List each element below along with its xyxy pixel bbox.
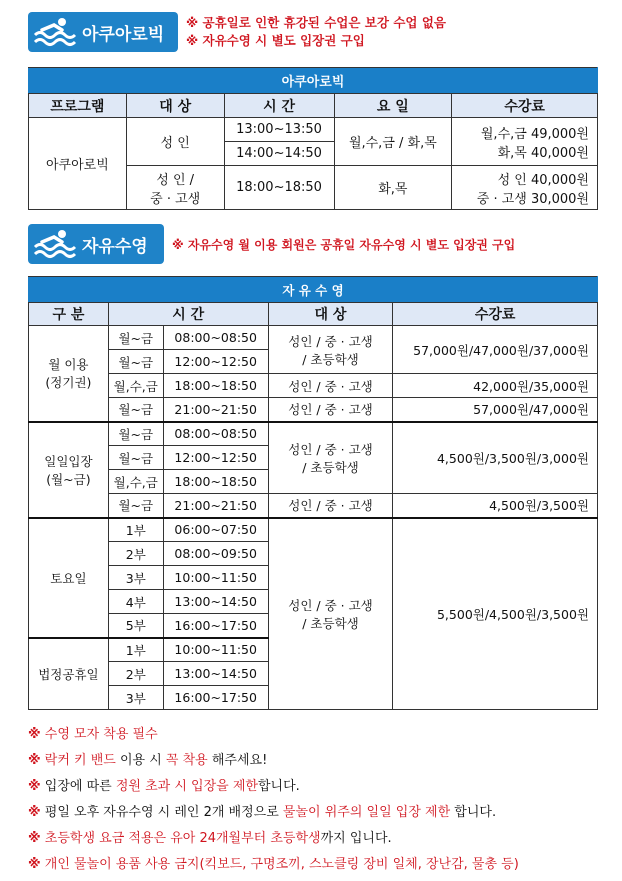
aqua-table — [28, 67, 598, 210]
free-header: 시 간 — [108, 303, 268, 326]
table-row-days: 월,수,금 — [108, 470, 163, 494]
table-row-part: 5부 — [108, 614, 163, 638]
table-row-time: 18:00~18:50 — [163, 374, 268, 398]
footer-note-5: ※ 초등학생 요금 적용은 유아 24개월부터 초등학생까지 입니다. — [28, 831, 392, 846]
table-row-time: 08:00~09:50 — [163, 542, 268, 566]
table-row-days: 월~금 — [108, 494, 163, 518]
aqua-badge-label: 아쿠아로빅 — [82, 24, 165, 45]
free-header: 대 상 — [268, 303, 393, 326]
aqua-note-1: ※ 공휴일로 인한 휴강된 수업은 보강 수업 없음 — [186, 15, 446, 30]
swimmer-icon — [28, 12, 82, 52]
table-row-time: 10:00~11:50 — [163, 566, 268, 590]
table-row-days: 월,수,금 — [108, 374, 163, 398]
free-badge — [28, 224, 164, 264]
monthly-label: 월 이용 (정기권) — [29, 326, 109, 422]
aqua-time: 18:00~18:50 — [224, 166, 334, 210]
daily-label: 일일입장 (월~금) — [29, 422, 109, 518]
aqua-target: 성 인 / 중 · 고생 — [126, 166, 224, 210]
footer-note-3: ※ 입장에 따른 정원 초과 시 입장을 제한합니다. — [28, 779, 300, 794]
aqua-fee: 성 인 40,000원 중 · 고생 30,000원 — [452, 166, 598, 210]
weekend-fee: 5,500원/4,500원/3,500원 — [393, 518, 598, 710]
table-row-time: 10:00~11:50 — [163, 638, 268, 662]
table-row-days: 월~금 — [108, 326, 163, 350]
table-row-part: 4부 — [108, 590, 163, 614]
daily-fee-a: 4,500원/3,500원/3,000원 — [393, 422, 598, 494]
swimmer-icon — [28, 224, 82, 264]
aqua-days: 월,수,금 / 화,목 — [334, 118, 452, 166]
aqua-fee: 월,수,금 49,000원 화,목 40,000원 — [452, 118, 598, 166]
table-row-time: 21:00~21:50 — [163, 494, 268, 518]
weekend-target: 성인 / 중 · 고생 / 초등학생 — [268, 518, 393, 710]
table-row-days: 월~금 — [108, 446, 163, 470]
aqua-note-2: ※ 자유수영 시 별도 입장권 구입 — [186, 33, 365, 48]
table-row-part: 2부 — [108, 662, 163, 686]
table-row-time: 13:00~14:50 — [163, 590, 268, 614]
aqua-notes — [186, 14, 446, 50]
aqua-header: 시 간 — [224, 94, 334, 118]
table-row-time: 21:00~21:50 — [163, 398, 268, 422]
daily-fee-b: 4,500원/3,500원 — [393, 494, 598, 518]
table-row-part: 3부 — [108, 686, 163, 710]
table-row-part: 3부 — [108, 566, 163, 590]
free-table — [28, 276, 598, 710]
aqua-header: 대 상 — [126, 94, 224, 118]
table-row-time: 08:00~08:50 — [163, 326, 268, 350]
table-row-part: 1부 — [108, 638, 163, 662]
monthly-target-c: 성인 / 중 · 고생 — [268, 398, 393, 422]
monthly-target-a: 성인 / 중 · 고생 / 초등학생 — [268, 326, 393, 374]
aqua-header: 프로그램 — [29, 94, 127, 118]
table-row-time: 12:00~12:50 — [163, 350, 268, 374]
free-header: 수강료 — [393, 303, 598, 326]
monthly-fee-c: 57,000원/47,000원 — [393, 398, 598, 422]
footer-note-2: ※ 락커 키 밴드 이용 시 꼭 착용 해주세요! — [28, 753, 268, 768]
aqua-badge — [28, 12, 178, 52]
table-row-time: 12:00~12:50 — [163, 446, 268, 470]
table-row-time: 06:00~07:50 — [163, 518, 268, 542]
daily-target-a: 성인 / 중 · 고생 / 초등학생 — [268, 422, 393, 494]
table-row-time: 16:00~17:50 — [163, 686, 268, 710]
table-row-part: 2부 — [108, 542, 163, 566]
free-badge-label: 자유수영 — [82, 236, 148, 257]
aqua-caption: 아쿠아로빅 — [29, 68, 598, 94]
free-caption: 자 유 수 영 — [29, 277, 598, 303]
aqua-header: 수강료 — [452, 94, 598, 118]
table-row-days: 월~금 — [108, 350, 163, 374]
table-row-part: 1부 — [108, 518, 163, 542]
aqua-target: 성 인 — [126, 118, 224, 166]
table-row-days: 월~금 — [108, 398, 163, 422]
free-note: ※ 자유수영 월 이용 회원은 공휴일 자유수영 시 별도 입장권 구입 — [172, 238, 516, 252]
saturday-label: 토요일 — [29, 518, 109, 638]
footer-note-6: ※ 개인 물놀이 용품 사용 금지(킥보드, 구명조끼, 스노클링 장비 일체, 장난감, 물총 등) — [28, 857, 519, 872]
aqua-days: 화,목 — [334, 166, 452, 210]
aqua-time: 14:00~14:50 — [224, 142, 334, 166]
aqua-program: 아쿠아로빅 — [29, 118, 127, 210]
daily-target-b: 성인 / 중 · 고생 — [268, 494, 393, 518]
table-row-time: 08:00~08:50 — [163, 422, 268, 446]
footer-note-1: ※ 수영 모자 착용 필수 — [28, 727, 158, 742]
aqua-header: 요 일 — [334, 94, 452, 118]
aqua-time: 13:00~13:50 — [224, 118, 334, 142]
table-row-time: 18:00~18:50 — [163, 470, 268, 494]
footer-note-4: ※ 평일 오후 자유수영 시 레인 2개 배정으로 물놀이 위주의 일일 입장 제한 합니다. — [28, 805, 497, 820]
footer-notes — [28, 722, 519, 878]
monthly-target-b: 성인 / 중 · 고생 — [268, 374, 393, 398]
table-row-time: 13:00~14:50 — [163, 662, 268, 686]
free-header: 구 분 — [29, 303, 109, 326]
monthly-fee-a: 57,000원/47,000원/37,000원 — [393, 326, 598, 374]
monthly-fee-b: 42,000원/35,000원 — [393, 374, 598, 398]
table-row-time: 16:00~17:50 — [163, 614, 268, 638]
table-row-days: 월~금 — [108, 422, 163, 446]
holiday-label: 법정공휴일 — [29, 638, 109, 710]
